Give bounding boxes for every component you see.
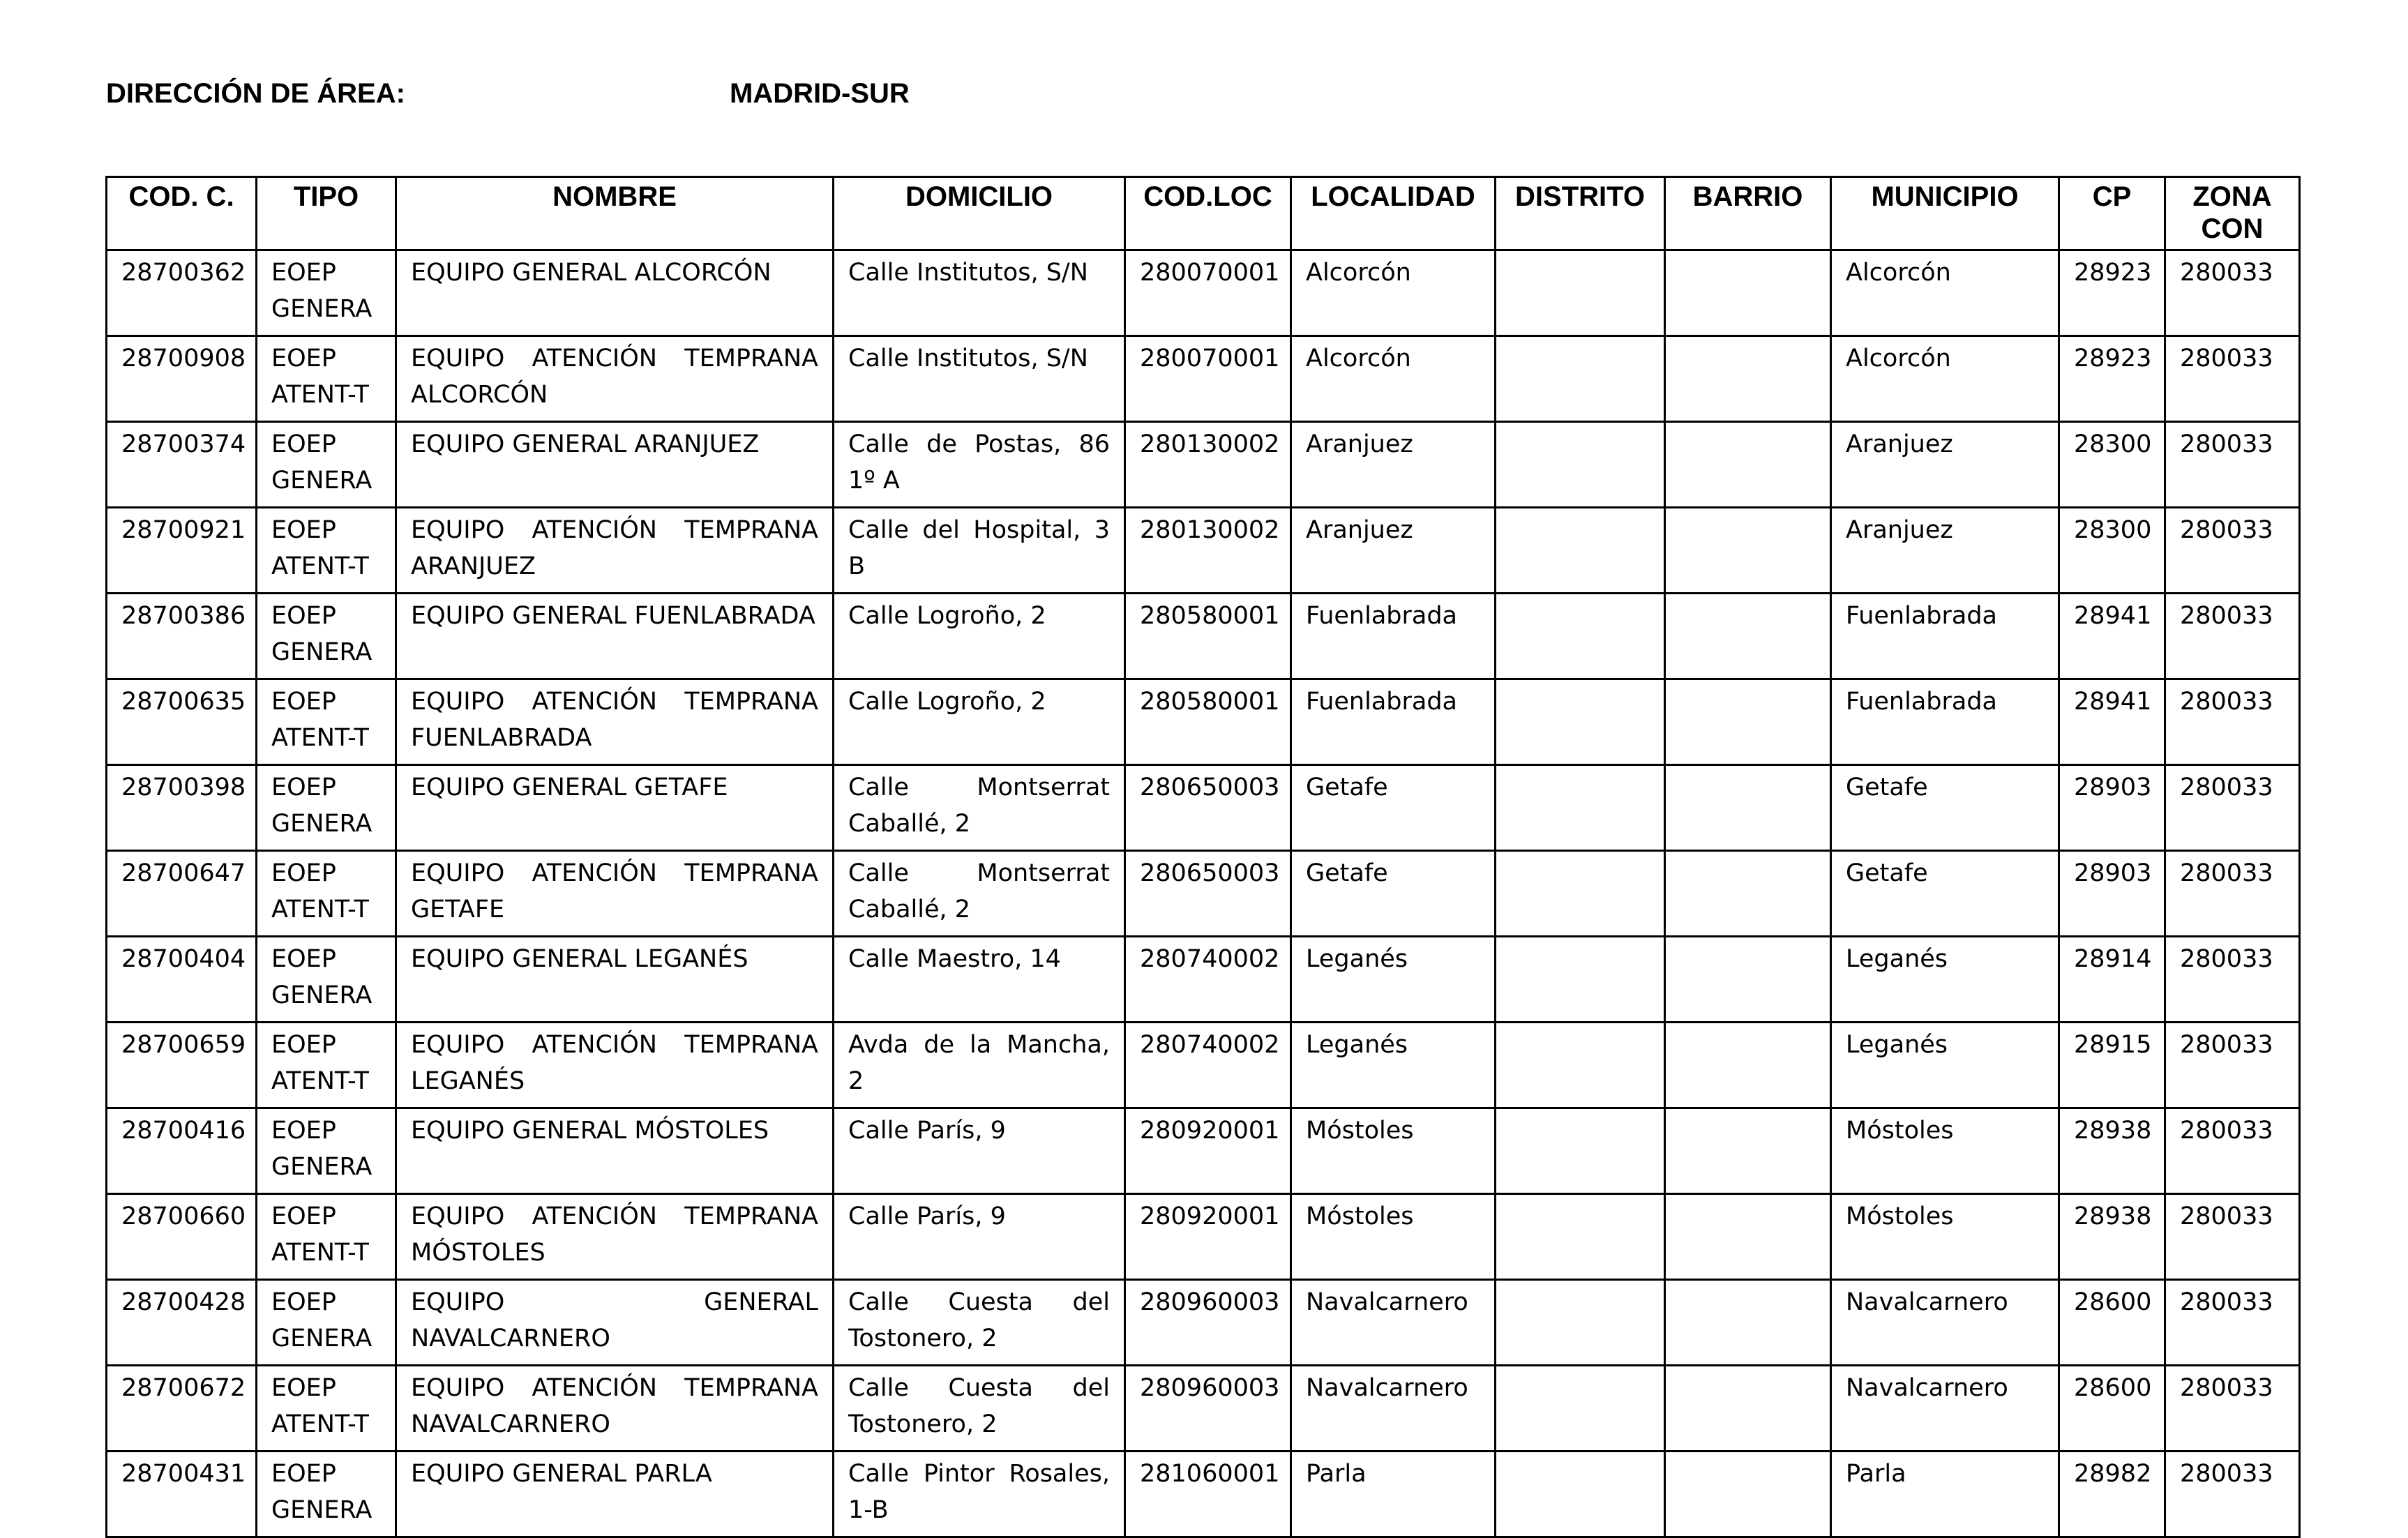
cell-cp: 28941 [2059, 594, 2165, 679]
cell-zona-con: 280033 [2165, 937, 2300, 1023]
cell-cp: 28923 [2059, 336, 2165, 422]
cell-localidad: Alcorcón [1291, 250, 1496, 336]
column-header: COD. C. [107, 177, 257, 250]
cell-distrito [1496, 508, 1665, 594]
cell-cod-c: 28700921 [107, 508, 257, 594]
cell-cp: 28938 [2059, 1108, 2165, 1194]
cell-tipo: EOEP ATENT-T [257, 508, 396, 594]
cell-distrito [1496, 336, 1665, 422]
cell-municipio: Leganés [1831, 937, 2059, 1023]
cell-municipio: Fuenlabrada [1831, 594, 2059, 679]
cell-barrio [1665, 508, 1831, 594]
cell-barrio [1665, 1280, 1831, 1366]
cell-distrito [1496, 851, 1665, 937]
cell-tipo: EOEP ATENT-T [257, 1366, 396, 1452]
table-row [107, 1108, 2300, 1194]
cell-cod-loc: 281060001 [1125, 1452, 1291, 1537]
cell-barrio [1665, 250, 1831, 336]
cell-zona-con: 280033 [2165, 679, 2300, 765]
table-header-row [107, 177, 2300, 250]
column-header: NOMBRE [396, 177, 834, 250]
cell-cp: 28941 [2059, 679, 2165, 765]
cell-cp: 28600 [2059, 1280, 2165, 1366]
cell-domicilio: Calle de Postas, 86 1º A [834, 422, 1125, 508]
cell-domicilio: Calle Logroño, 2 [834, 679, 1125, 765]
cell-cod-c: 28700374 [107, 422, 257, 508]
cell-distrito [1496, 250, 1665, 336]
cell-distrito [1496, 1280, 1665, 1366]
cell-cod-loc: 280960003 [1125, 1280, 1291, 1366]
table-row [107, 422, 2300, 508]
cell-domicilio: Calle París, 9 [834, 1108, 1125, 1194]
cell-nombre: EQUIPO GENERAL ALCORCÓN [396, 250, 834, 336]
cell-distrito [1496, 1194, 1665, 1280]
cell-cod-c: 28700362 [107, 250, 257, 336]
column-header: ZONA CON [2165, 177, 2300, 250]
cell-domicilio: Calle Pintor Rosales, 1-B [834, 1452, 1125, 1537]
cell-nombre: EQUIPO GENERAL GETAFE [396, 765, 834, 851]
cell-distrito [1496, 765, 1665, 851]
cell-barrio [1665, 422, 1831, 508]
cell-cp: 28903 [2059, 851, 2165, 937]
cell-zona-con: 280033 [2165, 1108, 2300, 1194]
cell-nombre: EQUIPO ATENCIÓN TEMPRANA LEGANÉS [396, 1023, 834, 1108]
cell-cod-loc: 280960003 [1125, 1366, 1291, 1452]
cell-distrito [1496, 679, 1665, 765]
table-row [107, 336, 2300, 422]
cell-cod-c: 28700398 [107, 765, 257, 851]
cell-barrio [1665, 336, 1831, 422]
cell-tipo: EOEP GENERA [257, 594, 396, 679]
cell-municipio: Parla [1831, 1452, 2059, 1537]
cell-distrito [1496, 594, 1665, 679]
column-header: LOCALIDAD [1291, 177, 1496, 250]
table-row [107, 1023, 2300, 1108]
cell-cod-c: 28700431 [107, 1452, 257, 1537]
cell-localidad: Leganés [1291, 937, 1496, 1023]
cell-localidad: Alcorcón [1291, 336, 1496, 422]
table-row [107, 508, 2300, 594]
cell-barrio [1665, 1023, 1831, 1108]
table-body [107, 250, 2300, 1537]
cell-domicilio: Avda de la Mancha, 2 [834, 1023, 1125, 1108]
cell-nombre: EQUIPO ATENCIÓN TEMPRANA FUENLABRADA [396, 679, 834, 765]
cell-cp: 28300 [2059, 508, 2165, 594]
column-header: BARRIO [1665, 177, 1831, 250]
cell-barrio [1665, 1452, 1831, 1537]
cell-nombre: EQUIPO ATENCIÓN TEMPRANA ARANJUEZ [396, 508, 834, 594]
cell-zona-con: 280033 [2165, 1194, 2300, 1280]
cell-nombre: EQUIPO GENERAL PARLA [396, 1452, 834, 1537]
cell-domicilio: Calle Montserrat Caballé, 2 [834, 851, 1125, 937]
cell-nombre: EQUIPO GENERAL ARANJUEZ [396, 422, 834, 508]
cell-cod-loc: 280920001 [1125, 1194, 1291, 1280]
cell-zona-con: 280033 [2165, 594, 2300, 679]
cell-cod-c: 28700908 [107, 336, 257, 422]
cell-barrio [1665, 1194, 1831, 1280]
cell-domicilio: Calle París, 9 [834, 1194, 1125, 1280]
table-row [107, 851, 2300, 937]
cell-distrito [1496, 1366, 1665, 1452]
cell-tipo: EOEP GENERA [257, 937, 396, 1023]
table-row [107, 765, 2300, 851]
cell-barrio [1665, 679, 1831, 765]
cell-cp: 28923 [2059, 250, 2165, 336]
table-row [107, 1366, 2300, 1452]
column-header: MUNICIPIO [1831, 177, 2059, 250]
cell-distrito [1496, 937, 1665, 1023]
cell-cp: 28300 [2059, 422, 2165, 508]
cell-municipio: Getafe [1831, 765, 2059, 851]
cell-tipo: EOEP GENERA [257, 1452, 396, 1537]
cell-nombre: EQUIPO GENERAL LEGANÉS [396, 937, 834, 1023]
cell-domicilio: Calle Cuesta del Tostonero, 2 [834, 1366, 1125, 1452]
cell-zona-con: 280033 [2165, 1366, 2300, 1452]
cell-cp: 28914 [2059, 937, 2165, 1023]
cell-tipo: EOEP GENERA [257, 765, 396, 851]
cell-tipo: EOEP ATENT-T [257, 1023, 396, 1108]
cell-domicilio: Calle Logroño, 2 [834, 594, 1125, 679]
cell-localidad: Leganés [1291, 1023, 1496, 1108]
cell-localidad: Móstoles [1291, 1194, 1496, 1280]
cell-localidad: Aranjuez [1291, 422, 1496, 508]
cell-zona-con: 280033 [2165, 508, 2300, 594]
cell-tipo: EOEP ATENT-T [257, 336, 396, 422]
cell-cod-c: 28700635 [107, 679, 257, 765]
cell-tipo: EOEP GENERA [257, 250, 396, 336]
cell-cod-loc: 280920001 [1125, 1108, 1291, 1194]
cell-localidad: Aranjuez [1291, 508, 1496, 594]
cell-tipo: EOEP ATENT-T [257, 679, 396, 765]
cell-domicilio: Calle Institutos, S/N [834, 336, 1125, 422]
table-row [107, 937, 2300, 1023]
cell-nombre: EQUIPO GENERAL MÓSTOLES [396, 1108, 834, 1194]
cell-cod-loc: 280070001 [1125, 336, 1291, 422]
cell-localidad: Móstoles [1291, 1108, 1496, 1194]
column-header: CP [2059, 177, 2165, 250]
cell-distrito [1496, 1108, 1665, 1194]
cell-municipio: Leganés [1831, 1023, 2059, 1108]
cell-cod-loc: 280650003 [1125, 765, 1291, 851]
cell-municipio: Móstoles [1831, 1194, 2059, 1280]
cell-localidad: Fuenlabrada [1291, 679, 1496, 765]
cell-distrito [1496, 1452, 1665, 1537]
column-header: TIPO [257, 177, 396, 250]
cell-municipio: Aranjuez [1831, 422, 2059, 508]
cell-cp: 28903 [2059, 765, 2165, 851]
table-row [107, 1194, 2300, 1280]
table-row [107, 1452, 2300, 1537]
cell-localidad: Getafe [1291, 851, 1496, 937]
cell-cod-loc: 280070001 [1125, 250, 1291, 336]
cell-domicilio: Calle Cuesta del Tostonero, 2 [834, 1280, 1125, 1366]
cell-cp: 28600 [2059, 1366, 2165, 1452]
cell-municipio: Móstoles [1831, 1108, 2059, 1194]
area-value: MADRID-SUR [730, 78, 910, 109]
table-row [107, 594, 2300, 679]
cell-nombre: EQUIPO GENERAL FUENLABRADA [396, 594, 834, 679]
centers-table [105, 176, 2301, 1538]
cell-localidad: Getafe [1291, 765, 1496, 851]
column-header: DISTRITO [1496, 177, 1665, 250]
cell-cod-c: 28700416 [107, 1108, 257, 1194]
cell-barrio [1665, 594, 1831, 679]
cell-municipio: Navalcarnero [1831, 1366, 2059, 1452]
cell-cod-loc: 280580001 [1125, 679, 1291, 765]
cell-barrio [1665, 1366, 1831, 1452]
cell-barrio [1665, 851, 1831, 937]
cell-zona-con: 280033 [2165, 1452, 2300, 1537]
cell-cp: 28982 [2059, 1452, 2165, 1537]
cell-nombre: EQUIPO GENERAL NAVALCARNERO [396, 1280, 834, 1366]
cell-zona-con: 280033 [2165, 336, 2300, 422]
column-header: DOMICILIO [834, 177, 1125, 250]
cell-cod-c: 28700386 [107, 594, 257, 679]
cell-cod-c: 28700660 [107, 1194, 257, 1280]
cell-nombre: EQUIPO ATENCIÓN TEMPRANA NAVALCARNERO [396, 1366, 834, 1452]
cell-zona-con: 280033 [2165, 851, 2300, 937]
cell-cod-loc: 280740002 [1125, 937, 1291, 1023]
cell-cp: 28915 [2059, 1023, 2165, 1108]
cell-municipio: Navalcarnero [1831, 1280, 2059, 1366]
table-row [107, 1280, 2300, 1366]
cell-localidad: Navalcarnero [1291, 1366, 1496, 1452]
cell-cod-loc: 280130002 [1125, 508, 1291, 594]
cell-distrito [1496, 1023, 1665, 1108]
cell-cod-c: 28700647 [107, 851, 257, 937]
cell-nombre: EQUIPO ATENCIÓN TEMPRANA GETAFE [396, 851, 834, 937]
cell-tipo: EOEP GENERA [257, 1280, 396, 1366]
cell-cod-c: 28700404 [107, 937, 257, 1023]
cell-localidad: Fuenlabrada [1291, 594, 1496, 679]
cell-municipio: Alcorcón [1831, 336, 2059, 422]
cell-cod-loc: 280650003 [1125, 851, 1291, 937]
cell-cp: 28938 [2059, 1194, 2165, 1280]
cell-cod-c: 28700659 [107, 1023, 257, 1108]
cell-cod-loc: 280130002 [1125, 422, 1291, 508]
area-label: DIRECCIÓN DE ÁREA: [106, 78, 405, 109]
cell-municipio: Alcorcón [1831, 250, 2059, 336]
cell-tipo: EOEP ATENT-T [257, 1194, 396, 1280]
cell-zona-con: 280033 [2165, 1023, 2300, 1108]
cell-cod-loc: 280740002 [1125, 1023, 1291, 1108]
cell-nombre: EQUIPO ATENCIÓN TEMPRANA MÓSTOLES [396, 1194, 834, 1280]
cell-localidad: Navalcarnero [1291, 1280, 1496, 1366]
cell-barrio [1665, 1108, 1831, 1194]
cell-zona-con: 280033 [2165, 250, 2300, 336]
cell-tipo: EOEP GENERA [257, 1108, 396, 1194]
cell-barrio [1665, 765, 1831, 851]
cell-domicilio: Calle Maestro, 14 [834, 937, 1125, 1023]
cell-municipio: Fuenlabrada [1831, 679, 2059, 765]
cell-tipo: EOEP GENERA [257, 422, 396, 508]
cell-cod-c: 28700672 [107, 1366, 257, 1452]
cell-municipio: Getafe [1831, 851, 2059, 937]
cell-localidad: Parla [1291, 1452, 1496, 1537]
cell-zona-con: 280033 [2165, 765, 2300, 851]
cell-barrio [1665, 937, 1831, 1023]
cell-distrito [1496, 422, 1665, 508]
cell-tipo: EOEP ATENT-T [257, 851, 396, 937]
cell-cod-c: 28700428 [107, 1280, 257, 1366]
column-header: COD.LOC [1125, 177, 1291, 250]
cell-cod-loc: 280580001 [1125, 594, 1291, 679]
cell-zona-con: 280033 [2165, 422, 2300, 508]
cell-zona-con: 280033 [2165, 1280, 2300, 1366]
cell-domicilio: Calle del Hospital, 3 B [834, 508, 1125, 594]
cell-domicilio: Calle Montserrat Caballé, 2 [834, 765, 1125, 851]
cell-domicilio: Calle Institutos, S/N [834, 250, 1125, 336]
cell-municipio: Aranjuez [1831, 508, 2059, 594]
table-row [107, 250, 2300, 336]
table-row [107, 679, 2300, 765]
cell-nombre: EQUIPO ATENCIÓN TEMPRANA ALCORCÓN [396, 336, 834, 422]
